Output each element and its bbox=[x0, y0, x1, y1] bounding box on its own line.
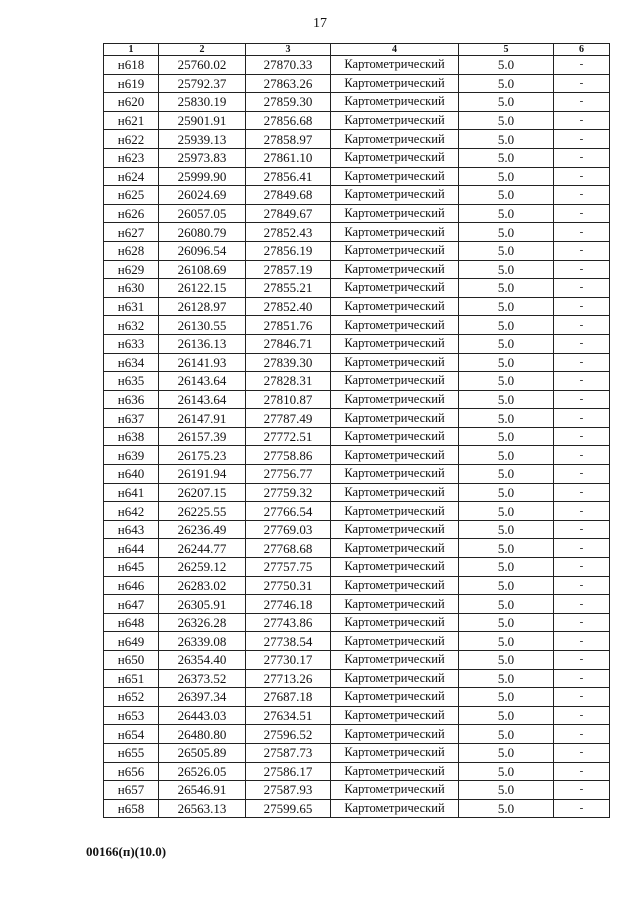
table-row bbox=[104, 130, 610, 149]
table-cell-col-2: 25792.37 bbox=[159, 74, 246, 93]
column-header-2: 2 bbox=[159, 44, 246, 56]
table-cell-col-3: 27870.33 bbox=[246, 56, 331, 75]
table-cell-col-1: н642 bbox=[104, 502, 159, 521]
table-cell-col-5: 5.0 bbox=[459, 223, 554, 242]
table-cell-col-1: н652 bbox=[104, 688, 159, 707]
table-row bbox=[104, 502, 610, 521]
table-cell-col-2: 26080.79 bbox=[159, 223, 246, 242]
table-cell-col-6: - bbox=[554, 409, 610, 428]
table-row bbox=[104, 725, 610, 744]
table-cell-col-4: Картометрический bbox=[331, 334, 459, 353]
table-cell-col-5: 5.0 bbox=[459, 260, 554, 279]
table-row bbox=[104, 353, 610, 372]
table-cell-col-5: 5.0 bbox=[459, 148, 554, 167]
table-cell-col-4: Картометрический bbox=[331, 260, 459, 279]
table-cell-col-6: - bbox=[554, 799, 610, 818]
table-cell-col-5: 5.0 bbox=[459, 743, 554, 762]
table-cell-col-5: 5.0 bbox=[459, 725, 554, 744]
table-cell-col-4: Картометрический bbox=[331, 56, 459, 75]
table-cell-col-3: 27859.30 bbox=[246, 93, 331, 112]
table-cell-col-2: 26339.08 bbox=[159, 632, 246, 651]
table-cell-col-2: 26354.40 bbox=[159, 651, 246, 670]
table-cell-col-1: н627 bbox=[104, 223, 159, 242]
table-row bbox=[104, 781, 610, 800]
table-cell-col-4: Картометрический bbox=[331, 465, 459, 484]
table-cell-col-3: 27839.30 bbox=[246, 353, 331, 372]
table-cell-col-6: - bbox=[554, 651, 610, 670]
table-cell-col-5: 5.0 bbox=[459, 762, 554, 781]
table-cell-col-1: н621 bbox=[104, 111, 159, 130]
table-cell-col-2: 26397.34 bbox=[159, 688, 246, 707]
table-cell-col-5: 5.0 bbox=[459, 353, 554, 372]
table-row bbox=[104, 241, 610, 260]
table-cell-col-3: 27756.77 bbox=[246, 465, 331, 484]
table-cell-col-3: 27852.43 bbox=[246, 223, 331, 242]
table-row bbox=[104, 148, 610, 167]
table-cell-col-4: Картометрический bbox=[331, 762, 459, 781]
table-cell-col-2: 26143.64 bbox=[159, 372, 246, 391]
table-cell-col-1: н646 bbox=[104, 576, 159, 595]
table-cell-col-1: н622 bbox=[104, 130, 159, 149]
table-row bbox=[104, 74, 610, 93]
table-cell-col-6: - bbox=[554, 241, 610, 260]
table-row bbox=[104, 372, 610, 391]
table-cell-col-1: н645 bbox=[104, 558, 159, 577]
table-cell-col-1: н620 bbox=[104, 93, 159, 112]
table-cell-col-5: 5.0 bbox=[459, 613, 554, 632]
table-cell-col-2: 26143.64 bbox=[159, 390, 246, 409]
table-cell-col-3: 27713.26 bbox=[246, 669, 331, 688]
table-cell-col-4: Картометрический bbox=[331, 297, 459, 316]
table-cell-col-5: 5.0 bbox=[459, 651, 554, 670]
table-cell-col-5: 5.0 bbox=[459, 74, 554, 93]
table-cell-col-6: - bbox=[554, 706, 610, 725]
table-cell-col-2: 26128.97 bbox=[159, 297, 246, 316]
table-cell-col-4: Картометрический bbox=[331, 372, 459, 391]
table-cell-col-5: 5.0 bbox=[459, 334, 554, 353]
table-row bbox=[104, 260, 610, 279]
table-cell-col-1: н636 bbox=[104, 390, 159, 409]
table-cell-col-5: 5.0 bbox=[459, 130, 554, 149]
table-cell-col-2: 26443.03 bbox=[159, 706, 246, 725]
table-cell-col-2: 26130.55 bbox=[159, 316, 246, 335]
table-cell-col-5: 5.0 bbox=[459, 539, 554, 558]
column-header-3: 3 bbox=[246, 44, 331, 56]
table-cell-col-5: 5.0 bbox=[459, 595, 554, 614]
table-cell-col-2: 26108.69 bbox=[159, 260, 246, 279]
table-row bbox=[104, 446, 610, 465]
table-cell-col-3: 27687.18 bbox=[246, 688, 331, 707]
table-cell-col-1: н640 bbox=[104, 465, 159, 484]
table-cell-col-1: н649 bbox=[104, 632, 159, 651]
table-cell-col-5: 5.0 bbox=[459, 409, 554, 428]
table-cell-col-3: 27849.67 bbox=[246, 204, 331, 223]
table-cell-col-6: - bbox=[554, 781, 610, 800]
table-cell-col-5: 5.0 bbox=[459, 799, 554, 818]
coordinates-table bbox=[103, 43, 610, 818]
table-cell-col-5: 5.0 bbox=[459, 427, 554, 446]
table-cell-col-4: Картометрический bbox=[331, 799, 459, 818]
table-body bbox=[104, 56, 610, 818]
table-row bbox=[104, 762, 610, 781]
table-cell-col-4: Картометрический bbox=[331, 111, 459, 130]
table-cell-col-1: н628 bbox=[104, 241, 159, 260]
table-cell-col-3: 27855.21 bbox=[246, 279, 331, 298]
table-cell-col-1: н623 bbox=[104, 148, 159, 167]
table-cell-col-2: 26373.52 bbox=[159, 669, 246, 688]
table-cell-col-4: Картометрический bbox=[331, 167, 459, 186]
column-header-5: 5 bbox=[459, 44, 554, 56]
table-cell-col-4: Картометрический bbox=[331, 74, 459, 93]
table-cell-col-6: - bbox=[554, 576, 610, 595]
table-cell-col-2: 26225.55 bbox=[159, 502, 246, 521]
table-cell-col-6: - bbox=[554, 148, 610, 167]
table-row bbox=[104, 316, 610, 335]
table-cell-col-5: 5.0 bbox=[459, 186, 554, 205]
table-row bbox=[104, 520, 610, 539]
table-cell-col-4: Картометрический bbox=[331, 613, 459, 632]
table-cell-col-1: н630 bbox=[104, 279, 159, 298]
table-cell-col-6: - bbox=[554, 539, 610, 558]
table-cell-col-4: Картометрический bbox=[331, 390, 459, 409]
table-cell-col-3: 27596.52 bbox=[246, 725, 331, 744]
table-cell-col-3: 27750.31 bbox=[246, 576, 331, 595]
table-cell-col-5: 5.0 bbox=[459, 241, 554, 260]
table-cell-col-6: - bbox=[554, 446, 610, 465]
table-cell-col-6: - bbox=[554, 316, 610, 335]
table-row bbox=[104, 186, 610, 205]
table-cell-col-5: 5.0 bbox=[459, 372, 554, 391]
table-cell-col-6: - bbox=[554, 390, 610, 409]
table-header-row bbox=[104, 44, 610, 56]
table-cell-col-1: н644 bbox=[104, 539, 159, 558]
table-row bbox=[104, 669, 610, 688]
table-cell-col-1: н629 bbox=[104, 260, 159, 279]
table-cell-col-4: Картометрический bbox=[331, 316, 459, 335]
table-cell-col-6: - bbox=[554, 167, 610, 186]
table-cell-col-3: 27759.32 bbox=[246, 483, 331, 502]
document-code: 00166(п)(10.0) bbox=[86, 844, 167, 859]
table-cell-col-5: 5.0 bbox=[459, 297, 554, 316]
table-cell-col-6: - bbox=[554, 762, 610, 781]
table-cell-col-6: - bbox=[554, 595, 610, 614]
table-cell-col-2: 26480.80 bbox=[159, 725, 246, 744]
table-cell-col-4: Картометрический bbox=[331, 502, 459, 521]
table-row bbox=[104, 688, 610, 707]
table-row bbox=[104, 706, 610, 725]
table-cell-col-5: 5.0 bbox=[459, 465, 554, 484]
table-cell-col-3: 27587.73 bbox=[246, 743, 331, 762]
table-row bbox=[104, 56, 610, 75]
table-cell-col-4: Картометрический bbox=[331, 93, 459, 112]
table-cell-col-4: Картометрический bbox=[331, 651, 459, 670]
table-cell-col-1: н634 bbox=[104, 353, 159, 372]
table-cell-col-3: 27599.65 bbox=[246, 799, 331, 818]
table-cell-col-6: - bbox=[554, 111, 610, 130]
table-cell-col-6: - bbox=[554, 297, 610, 316]
table-row bbox=[104, 799, 610, 818]
table-cell-col-5: 5.0 bbox=[459, 56, 554, 75]
table-cell-col-3: 27730.17 bbox=[246, 651, 331, 670]
table-cell-col-1: н648 bbox=[104, 613, 159, 632]
table-cell-col-1: н619 bbox=[104, 74, 159, 93]
table-cell-col-5: 5.0 bbox=[459, 520, 554, 539]
table-cell-col-3: 27769.03 bbox=[246, 520, 331, 539]
table-cell-col-1: н633 bbox=[104, 334, 159, 353]
table-cell-col-1: н643 bbox=[104, 520, 159, 539]
table-cell-col-3: 27586.17 bbox=[246, 762, 331, 781]
table-cell-col-6: - bbox=[554, 74, 610, 93]
column-header-1: 1 bbox=[104, 44, 159, 56]
table-cell-col-4: Картометрический bbox=[331, 409, 459, 428]
table-cell-col-6: - bbox=[554, 260, 610, 279]
table-cell-col-1: н641 bbox=[104, 483, 159, 502]
table-cell-col-6: - bbox=[554, 743, 610, 762]
table-row bbox=[104, 465, 610, 484]
table-cell-col-3: 27856.19 bbox=[246, 241, 331, 260]
table-cell-col-2: 25973.83 bbox=[159, 148, 246, 167]
table-cell-col-6: - bbox=[554, 465, 610, 484]
table-cell-col-2: 26024.69 bbox=[159, 186, 246, 205]
table-cell-col-2: 26546.91 bbox=[159, 781, 246, 800]
table-cell-col-2: 26122.15 bbox=[159, 279, 246, 298]
table-cell-col-3: 27634.51 bbox=[246, 706, 331, 725]
table-cell-col-6: - bbox=[554, 204, 610, 223]
table-cell-col-5: 5.0 bbox=[459, 390, 554, 409]
table-cell-col-3: 27851.76 bbox=[246, 316, 331, 335]
table-cell-col-3: 27852.40 bbox=[246, 297, 331, 316]
table-cell-col-3: 27772.51 bbox=[246, 427, 331, 446]
table-cell-col-2: 26191.94 bbox=[159, 465, 246, 484]
table-row bbox=[104, 167, 610, 186]
table-cell-col-5: 5.0 bbox=[459, 111, 554, 130]
table-cell-col-4: Картометрический bbox=[331, 576, 459, 595]
table-row bbox=[104, 409, 610, 428]
table-cell-col-1: н657 bbox=[104, 781, 159, 800]
table-cell-col-2: 26147.91 bbox=[159, 409, 246, 428]
table-cell-col-4: Картометрический bbox=[331, 539, 459, 558]
table-cell-col-1: н650 bbox=[104, 651, 159, 670]
table-cell-col-2: 26563.13 bbox=[159, 799, 246, 818]
table-cell-col-3: 27861.10 bbox=[246, 148, 331, 167]
table-cell-col-4: Картометрический bbox=[331, 427, 459, 446]
table-cell-col-6: - bbox=[554, 725, 610, 744]
table-cell-col-3: 27738.54 bbox=[246, 632, 331, 651]
table-cell-col-4: Картометрический bbox=[331, 520, 459, 539]
table-cell-col-3: 27828.31 bbox=[246, 372, 331, 391]
table-cell-col-1: н632 bbox=[104, 316, 159, 335]
table-cell-col-2: 25901.91 bbox=[159, 111, 246, 130]
table-cell-col-6: - bbox=[554, 372, 610, 391]
table-cell-col-5: 5.0 bbox=[459, 558, 554, 577]
table-cell-col-3: 27758.86 bbox=[246, 446, 331, 465]
table-cell-col-6: - bbox=[554, 56, 610, 75]
table-cell-col-4: Картометрический bbox=[331, 446, 459, 465]
table-cell-col-2: 26136.13 bbox=[159, 334, 246, 353]
table-cell-col-1: н655 bbox=[104, 743, 159, 762]
table-cell-col-5: 5.0 bbox=[459, 167, 554, 186]
table-cell-col-6: - bbox=[554, 334, 610, 353]
table-cell-col-1: н639 bbox=[104, 446, 159, 465]
table-cell-col-4: Картометрический bbox=[331, 130, 459, 149]
table-cell-col-6: - bbox=[554, 427, 610, 446]
table-cell-col-2: 26505.89 bbox=[159, 743, 246, 762]
table-cell-col-6: - bbox=[554, 483, 610, 502]
table-cell-col-1: н624 bbox=[104, 167, 159, 186]
table-cell-col-4: Картометрический bbox=[331, 725, 459, 744]
table-cell-col-2: 26207.15 bbox=[159, 483, 246, 502]
table-cell-col-1: н637 bbox=[104, 409, 159, 428]
table-cell-col-4: Картометрический bbox=[331, 353, 459, 372]
table-cell-col-5: 5.0 bbox=[459, 483, 554, 502]
table-cell-col-2: 25830.19 bbox=[159, 93, 246, 112]
table-cell-col-4: Картометрический bbox=[331, 781, 459, 800]
table-cell-col-2: 25760.02 bbox=[159, 56, 246, 75]
table-cell-col-4: Картометрический bbox=[331, 558, 459, 577]
table-cell-col-2: 26157.39 bbox=[159, 427, 246, 446]
table-cell-col-3: 27856.41 bbox=[246, 167, 331, 186]
table-cell-col-4: Картометрический bbox=[331, 632, 459, 651]
table-cell-col-2: 26236.49 bbox=[159, 520, 246, 539]
table-row bbox=[104, 427, 610, 446]
table-cell-col-5: 5.0 bbox=[459, 204, 554, 223]
table-cell-col-3: 27849.68 bbox=[246, 186, 331, 205]
table-row bbox=[104, 651, 610, 670]
column-header-4: 4 bbox=[331, 44, 459, 56]
table-row bbox=[104, 334, 610, 353]
table-cell-col-4: Картометрический bbox=[331, 688, 459, 707]
table-cell-col-6: - bbox=[554, 558, 610, 577]
table-row bbox=[104, 743, 610, 762]
table-cell-col-4: Картометрический bbox=[331, 186, 459, 205]
table-cell-col-6: - bbox=[554, 223, 610, 242]
table-cell-col-2: 26175.23 bbox=[159, 446, 246, 465]
table-cell-col-5: 5.0 bbox=[459, 781, 554, 800]
table-row bbox=[104, 223, 610, 242]
table-cell-col-5: 5.0 bbox=[459, 279, 554, 298]
table-cell-col-5: 5.0 bbox=[459, 446, 554, 465]
table-cell-col-1: н638 bbox=[104, 427, 159, 446]
table-cell-col-6: - bbox=[554, 520, 610, 539]
table-cell-col-3: 27858.97 bbox=[246, 130, 331, 149]
table-row bbox=[104, 111, 610, 130]
table-cell-col-4: Картометрический bbox=[331, 204, 459, 223]
table-cell-col-2: 26259.12 bbox=[159, 558, 246, 577]
table-cell-col-1: н618 bbox=[104, 56, 159, 75]
table-cell-col-3: 27746.18 bbox=[246, 595, 331, 614]
table-cell-col-4: Картометрический bbox=[331, 279, 459, 298]
table-row bbox=[104, 539, 610, 558]
table-cell-col-1: н656 bbox=[104, 762, 159, 781]
table-cell-col-3: 27757.75 bbox=[246, 558, 331, 577]
table-row bbox=[104, 595, 610, 614]
table-cell-col-4: Картометрический bbox=[331, 743, 459, 762]
table-cell-col-5: 5.0 bbox=[459, 632, 554, 651]
table-cell-col-2: 26526.05 bbox=[159, 762, 246, 781]
table-row bbox=[104, 279, 610, 298]
table-cell-col-3: 27587.93 bbox=[246, 781, 331, 800]
table-cell-col-1: н647 bbox=[104, 595, 159, 614]
table-row bbox=[104, 390, 610, 409]
table-cell-col-4: Картометрический bbox=[331, 483, 459, 502]
table-cell-col-5: 5.0 bbox=[459, 93, 554, 112]
table-cell-col-2: 26141.93 bbox=[159, 353, 246, 372]
table-cell-col-6: - bbox=[554, 186, 610, 205]
table-cell-col-1: н658 bbox=[104, 799, 159, 818]
table-cell-col-3: 27768.68 bbox=[246, 539, 331, 558]
table-cell-col-5: 5.0 bbox=[459, 576, 554, 595]
table-cell-col-4: Картометрический bbox=[331, 241, 459, 260]
table-cell-col-5: 5.0 bbox=[459, 706, 554, 725]
table-cell-col-6: - bbox=[554, 502, 610, 521]
table-cell-col-4: Картометрический bbox=[331, 706, 459, 725]
table-cell-col-4: Картометрический bbox=[331, 223, 459, 242]
table-cell-col-4: Картометрический bbox=[331, 669, 459, 688]
table-cell-col-5: 5.0 bbox=[459, 316, 554, 335]
table-row bbox=[104, 613, 610, 632]
column-header-6: 6 bbox=[554, 44, 610, 56]
table-row bbox=[104, 297, 610, 316]
table-cell-col-3: 27787.49 bbox=[246, 409, 331, 428]
table-cell-col-1: н653 bbox=[104, 706, 159, 725]
table-cell-col-3: 27766.54 bbox=[246, 502, 331, 521]
table-cell-col-2: 26096.54 bbox=[159, 241, 246, 260]
table-row bbox=[104, 576, 610, 595]
table-row bbox=[104, 483, 610, 502]
table-row bbox=[104, 204, 610, 223]
table-cell-col-3: 27857.19 bbox=[246, 260, 331, 279]
table-cell-col-5: 5.0 bbox=[459, 688, 554, 707]
table-cell-col-6: - bbox=[554, 613, 610, 632]
table-cell-col-2: 26305.91 bbox=[159, 595, 246, 614]
table-row bbox=[104, 558, 610, 577]
table-row bbox=[104, 632, 610, 651]
table-cell-col-2: 25999.90 bbox=[159, 167, 246, 186]
table-cell-col-3: 27743.86 bbox=[246, 613, 331, 632]
table-row bbox=[104, 93, 610, 112]
table-cell-col-1: н631 bbox=[104, 297, 159, 316]
table-cell-col-6: - bbox=[554, 130, 610, 149]
table-cell-col-1: н625 bbox=[104, 186, 159, 205]
table-cell-col-6: - bbox=[554, 353, 610, 372]
table-cell-col-6: - bbox=[554, 688, 610, 707]
table-cell-col-2: 26283.02 bbox=[159, 576, 246, 595]
table-cell-col-3: 27846.71 bbox=[246, 334, 331, 353]
table-cell-col-1: н654 bbox=[104, 725, 159, 744]
table-cell-col-4: Картометрический bbox=[331, 595, 459, 614]
table-cell-col-6: - bbox=[554, 279, 610, 298]
table-cell-col-2: 26244.77 bbox=[159, 539, 246, 558]
table-cell-col-4: Картометрический bbox=[331, 148, 459, 167]
table-cell-col-6: - bbox=[554, 632, 610, 651]
table-cell-col-3: 27856.68 bbox=[246, 111, 331, 130]
table-cell-col-2: 25939.13 bbox=[159, 130, 246, 149]
table-cell-col-3: 27810.87 bbox=[246, 390, 331, 409]
table-cell-col-1: н635 bbox=[104, 372, 159, 391]
table-cell-col-1: н651 bbox=[104, 669, 159, 688]
table-cell-col-6: - bbox=[554, 93, 610, 112]
table-cell-col-2: 26326.28 bbox=[159, 613, 246, 632]
table-cell-col-3: 27863.26 bbox=[246, 74, 331, 93]
page-number: 17 bbox=[313, 16, 327, 31]
table-cell-col-6: - bbox=[554, 669, 610, 688]
table-cell-col-1: н626 bbox=[104, 204, 159, 223]
table-cell-col-5: 5.0 bbox=[459, 502, 554, 521]
table-cell-col-5: 5.0 bbox=[459, 669, 554, 688]
table-cell-col-2: 26057.05 bbox=[159, 204, 246, 223]
